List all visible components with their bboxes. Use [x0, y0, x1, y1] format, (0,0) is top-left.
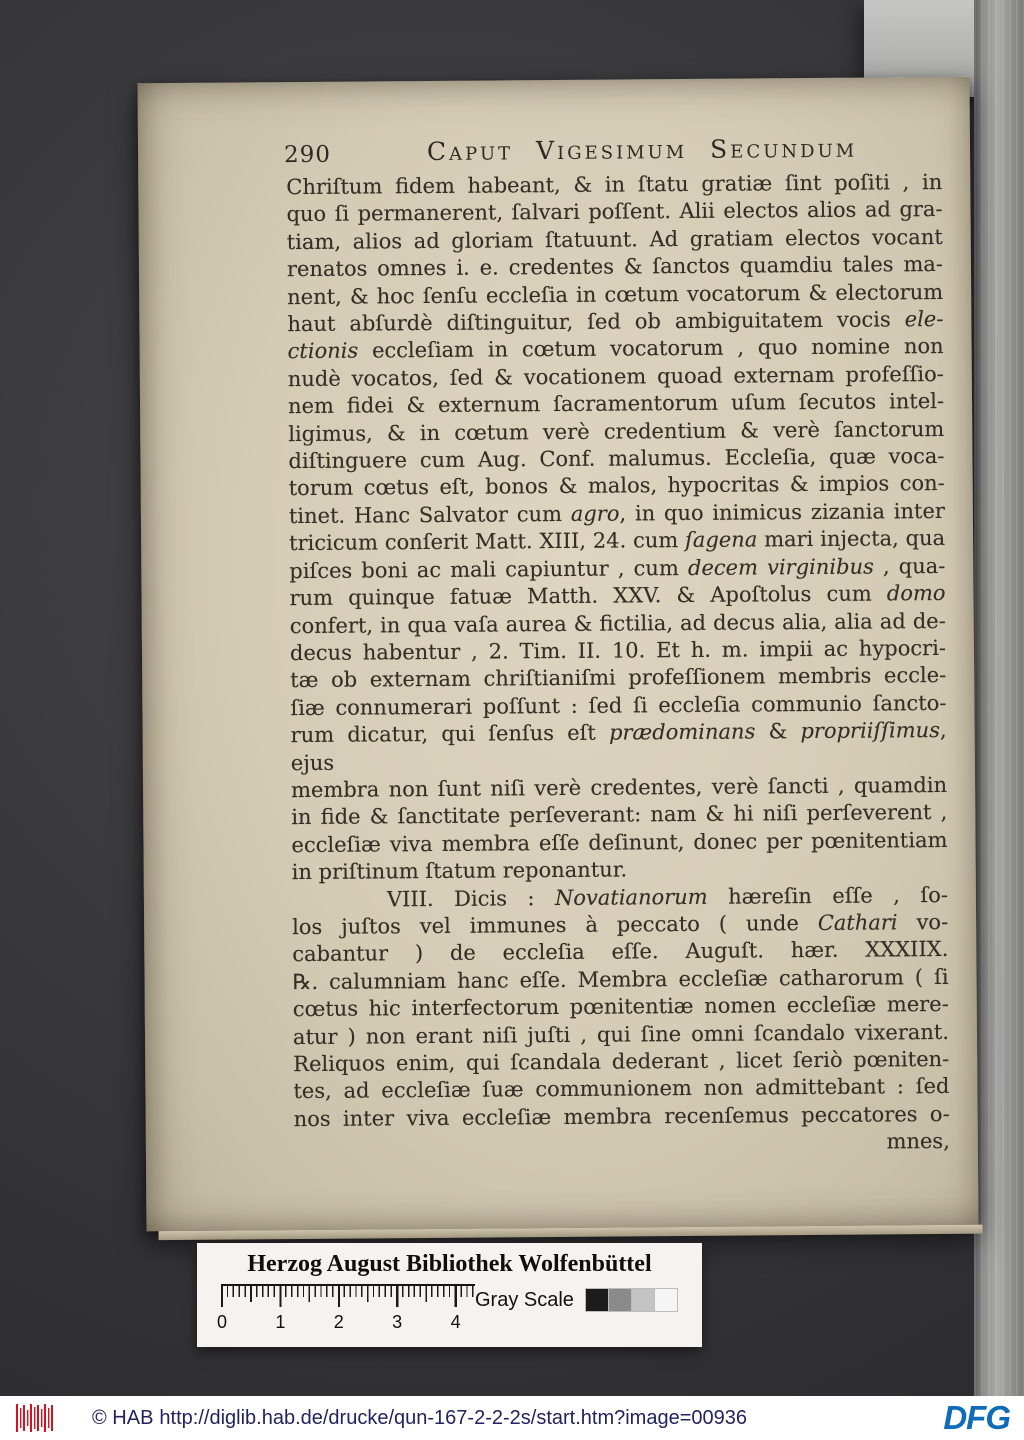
text-line: quo ſi permanerent, ſalvari poſſent. Alii electos alios ad gra-	[286, 197, 943, 227]
gray-scale-square	[631, 1288, 655, 1312]
text-line: tæ ob externam chriſtianiſmi profeſſionem membris eccle-	[290, 663, 947, 693]
text-line: los juſtos vel immunes à peccato ( unde Cathari vo-	[292, 909, 949, 940]
text-line: tricicum conſerit Matt. XIII, 24. cum ſagena mari injecta, qua	[289, 526, 946, 556]
text-line: atur ) non erant niſi juſti , qui ſine omni ſcandalo vixerant.	[292, 1019, 950, 1049]
text-line: rum quinque fatuæ Matth. XXV. & Apoſtolus cum domo	[289, 581, 946, 611]
text-line: decus habentur , 2. Tim. II. 10. Et h. m. impii ac hypocri-	[289, 635, 947, 666]
text-line: nudè vocatos, ſed & vocationem quoad externam profeſſio-	[287, 361, 944, 391]
ruler	[216, 1284, 475, 1336]
source-url: http://diglib.hab.de/drucke/qun-167-2-2-2s/start.htm?image=00936	[159, 1406, 748, 1429]
text-line: nem fidei & externum ſacramentorum uſum ſecutos intel-	[287, 389, 945, 419]
text-line: tes, ad eccleſiæ ſuæ communionem non admittebant : ſed	[293, 1074, 950, 1104]
text-line: cabantur ) de eccleſia eſſe. Auguſt. hær. XXXIIX.	[292, 937, 949, 967]
text-line: ℞. calumniam hanc eſſe. Membra eccleſiæ catharorum ( ſi	[292, 964, 949, 994]
page-number: 290	[283, 141, 332, 169]
source-line	[92, 1407, 753, 1430]
text-line: Chriſtum fidem habeant, & in ſtatu gratiæ ſint poſiti , in	[286, 169, 943, 200]
text-line: VIII. Dicis : Novatianorum hæreſin eſſe , ſo-	[386, 882, 948, 911]
ruler-number: 1	[275, 1312, 286, 1332]
ruler-number: 3	[392, 1312, 403, 1332]
text-line: in priſtinum ſtatum reponantur.	[291, 857, 628, 885]
gray-scale-square	[585, 1288, 609, 1312]
ruler-ticks-cm	[221, 1286, 475, 1307]
reference-card	[197, 1243, 702, 1347]
ruler-numbers	[216, 1312, 475, 1336]
copyright-label: © HAB	[92, 1406, 154, 1429]
footer-bar	[0, 1396, 1024, 1440]
text-line: confert, in qua vaſa aurea & fictilia, ad decus alia, alia ad de-	[289, 608, 946, 638]
page-content	[138, 77, 978, 1162]
text-line: rum dicatur, qui ſenſus eſt prædominans & propriiſſimus, ejus	[290, 718, 947, 775]
book-fore-edge	[974, 0, 1024, 1396]
gray-scale-square	[654, 1288, 678, 1312]
card-row	[197, 1278, 702, 1340]
ruler-number: 2	[333, 1312, 344, 1332]
text-line: haut abſurdè diſtinguitur, ſed ob ambiguitatem vocis ele-	[287, 306, 944, 337]
text-line: membra non ſunt niſi verè credentes, verè ſancti , quamdin	[290, 772, 948, 803]
text-line: torum cœtus eſt, bonos & malos, hypocritas & impios con-	[288, 471, 945, 501]
text-line: tiam, alios ad gloriam ſtatuunt. Ad gratiam electos vocant	[286, 224, 943, 254]
text-line: ſiæ connumerari poſſunt : ſed ſi eccleſia communio ſancto-	[290, 690, 947, 720]
page-header	[283, 133, 942, 174]
text-line: piſces boni ac mali capiuntur , cum decem virginibus , qua-	[289, 553, 946, 583]
text-line: eccleſiæ viva membra eſſe deſinunt, donec per pœnitentiam	[291, 827, 948, 857]
text-line: diſtinguere cum Aug. Conf. malumus. Eccleſia, quæ voca-	[288, 444, 945, 474]
text-line: nos inter viva eccleſiæ membra recenſemus peccatores o-	[293, 1101, 950, 1131]
text-line: nent, & hoc ſenſu eccleſia in cœtum vocatorum & electorum	[287, 279, 944, 309]
text-line: Reliquos enim, qui ſcandala dederant , licet ſeriò pœniten-	[293, 1046, 950, 1077]
text-line: in fide & ſanctitate perſeverant: nam & hi niſi perſeverent ,	[291, 800, 948, 830]
text-line: cœtus hic interfectorum pœnitentiæ nomen eccleſiæ mere-	[292, 992, 949, 1022]
book-page	[138, 77, 979, 1231]
gray-scale	[475, 1288, 678, 1312]
gray-scale-square	[608, 1288, 632, 1312]
text-line: tinet. Hanc Salvator cum agro, in quo inimicus zizania inter	[288, 498, 945, 528]
ruler-number: 4	[450, 1312, 461, 1332]
gray-scale-squares	[586, 1288, 678, 1312]
text-line: ctionis eccleſiam in cœtum vocatorum , quo nomine non	[287, 334, 944, 364]
library-name: Herzog August Bibliothek Wolfenbüttel	[247, 1251, 652, 1277]
dfg-logo: DFG	[943, 1399, 1010, 1436]
gray-scale-label: Gray Scale	[475, 1288, 574, 1311]
barcode-icon	[16, 1403, 56, 1433]
page-text	[286, 169, 950, 1161]
text-line: ligimus, & in cœtum verè credentium & verè ſanctorum	[288, 416, 945, 446]
text-line: renatos omnes i. e. credentes & ſanctos quamdiu tales ma-	[286, 252, 944, 282]
chapter-title: Caput Vigesimum Secundum	[426, 133, 858, 167]
text-line: mnes,	[886, 1129, 950, 1154]
ruler-number: 0	[216, 1312, 228, 1332]
